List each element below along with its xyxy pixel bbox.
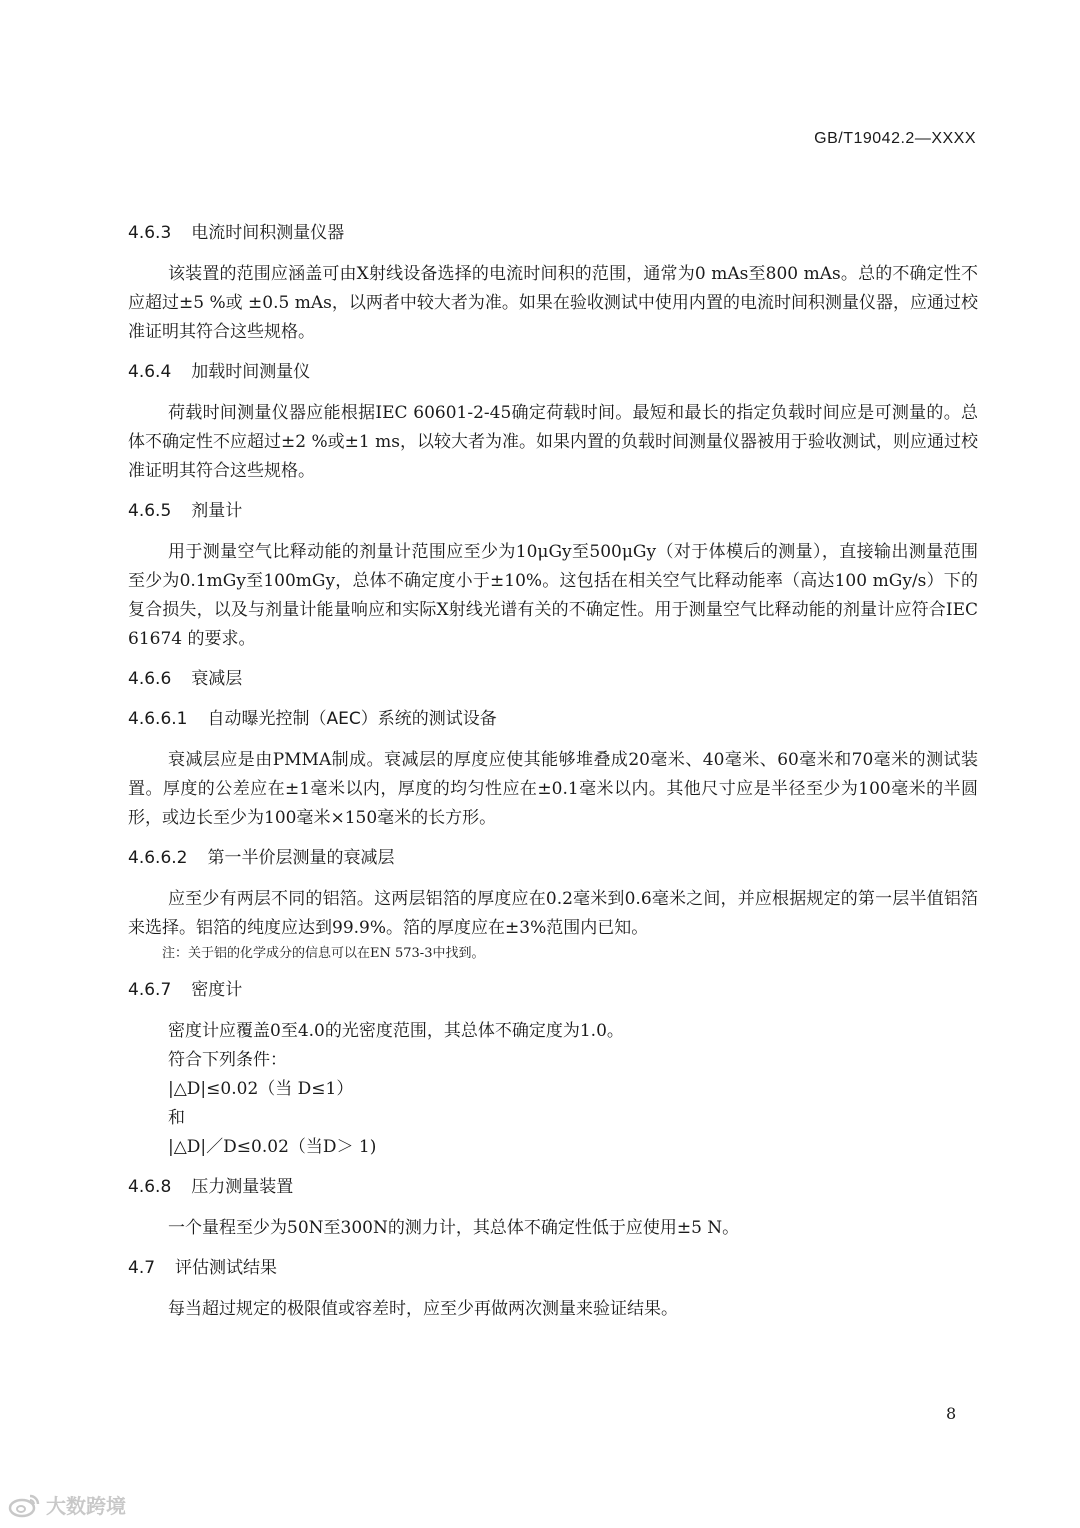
densitometer-formula: |△D|／D≤0.02（当D＞ 1) bbox=[168, 1137, 377, 1157]
section-number: 4.7 bbox=[128, 1258, 156, 1278]
section-heading-4-7 bbox=[128, 1253, 978, 1283]
paragraph-4-6-5: 用于测量空气比释动能的剂量计范围应至少为10μGy至500μGy（对于体模后的测量），直接输出测量范围至少为0.1mGy至100mGy，总体不确定度小于±10%。这包括在相关空气比释动能率（高达100 mGy/s）下的复合损失，以及与剂量计能量响应和实际X射线光谱有关的不确定性。用于测量空气比释动能的剂量计应符合IEC 61674 的要求。 bbox=[128, 542, 978, 649]
section-number: 4.6.8 bbox=[128, 1177, 172, 1197]
section-number: 4.6.6 bbox=[128, 669, 172, 689]
section-heading-4-6-8 bbox=[128, 1172, 978, 1202]
section-heading-4-6-7 bbox=[128, 975, 978, 1005]
section-number: 4.6.7 bbox=[128, 980, 172, 1000]
section-number: 4.6.6.1 bbox=[128, 709, 188, 729]
weibo-logo-icon bbox=[8, 1492, 42, 1518]
section-title: 电流时间积测量仪器 bbox=[191, 223, 345, 243]
section-heading-4-6-4 bbox=[128, 357, 978, 387]
section-heading-4-6-6 bbox=[128, 664, 978, 694]
page-number: 8 bbox=[946, 1404, 957, 1423]
section-number: 4.6.6.2 bbox=[128, 848, 188, 868]
paragraph-4-6-4: 荷载时间测量仪器应能根据IEC 60601-2-45确定荷载时间。最短和最长的指定负载时间应是可测量的。总体不确定性不应超过±2 %或±1 ms，以较大者为准。如果内置的负载时间测量仪器被用于验收测试，则应通过校准证明其符合这些规格。 bbox=[128, 403, 978, 481]
watermark-text: 大数跨境 bbox=[46, 1494, 126, 1518]
section-title: 密度计 bbox=[191, 980, 243, 1000]
section-heading-4-6-3 bbox=[128, 218, 978, 248]
section-number: 4.6.5 bbox=[128, 501, 172, 521]
section-heading-4-6-6-1 bbox=[128, 704, 978, 734]
densitometer-line: 符合下列条件： bbox=[168, 1050, 287, 1070]
section-title: 评估测试结果 bbox=[175, 1258, 278, 1278]
paragraph-4-6-6-1: 衰减层应是由PMMA制成。衰减层的厚度应使其能够堆叠成20毫米、40毫米、60毫米和70毫米的测试装置。厚度的公差应在±1毫米以内，厚度的均匀性应在±0.1毫米以内。其他尺寸应是半径至少为100毫米的半圆形，或边长至少为100毫米×150毫米的长方形。 bbox=[128, 750, 978, 828]
paragraph-4-6-3: 该装置的范围应涵盖可由X射线设备选择的电流时间积的范围，通常为0 mAs至800 mAs。总的不确定性不应超过±5 %或 ±0.5 mAs，以两者中较大者为准。如果在验收测试中使用内置的电流时间积测量仪器，应通过校准证明其符合这些规格。 bbox=[128, 264, 978, 342]
section-title: 第一半价层测量的衰减层 bbox=[207, 848, 395, 868]
note: 注：关于铝的化学成分的信息可以在EN 573-3中找到。 bbox=[162, 946, 485, 961]
section-heading-4-6-6-2 bbox=[128, 843, 978, 873]
densitometer-formula: |△D|≤0.02（当 D≤1） bbox=[168, 1079, 354, 1099]
densitometer-line: 和 bbox=[168, 1108, 185, 1128]
section-title: 加载时间测量仪 bbox=[191, 362, 311, 382]
document-body bbox=[128, 218, 978, 1324]
paragraph-4-7: 每当超过规定的极限值或容差时，应至少再做两次测量来验证结果。 bbox=[168, 1299, 678, 1319]
paragraph-4-6-8: 一个量程至少为50N至300N的测力计，其总体不确定性低于应使用±5 N。 bbox=[168, 1218, 740, 1238]
section-title: 衰减层 bbox=[191, 669, 243, 689]
section-heading-4-6-5 bbox=[128, 496, 978, 526]
section-title: 压力测量装置 bbox=[191, 1177, 294, 1197]
densitometer-line: 密度计应覆盖0至4.0的光密度范围，其总体不确定度为1.0。 bbox=[168, 1021, 624, 1041]
section-number: 4.6.3 bbox=[128, 223, 172, 243]
section-number: 4.6.4 bbox=[128, 362, 172, 382]
section-title: 剂量计 bbox=[191, 501, 243, 521]
section-title: 自动曝光控制（AEC）系统的测试设备 bbox=[207, 709, 497, 729]
watermark bbox=[8, 1490, 126, 1519]
paragraph-4-6-6-2: 应至少有两层不同的铝箔。这两层铝箔的厚度应在0.2毫米到0.6毫米之间，并应根据规定的第一层半值铝箔来选择。铝箔的纯度应达到99.9%。箔的厚度应在±3%范围内已知。 bbox=[128, 889, 978, 938]
standard-code: GB/T19042.2—XXXX bbox=[814, 130, 976, 147]
